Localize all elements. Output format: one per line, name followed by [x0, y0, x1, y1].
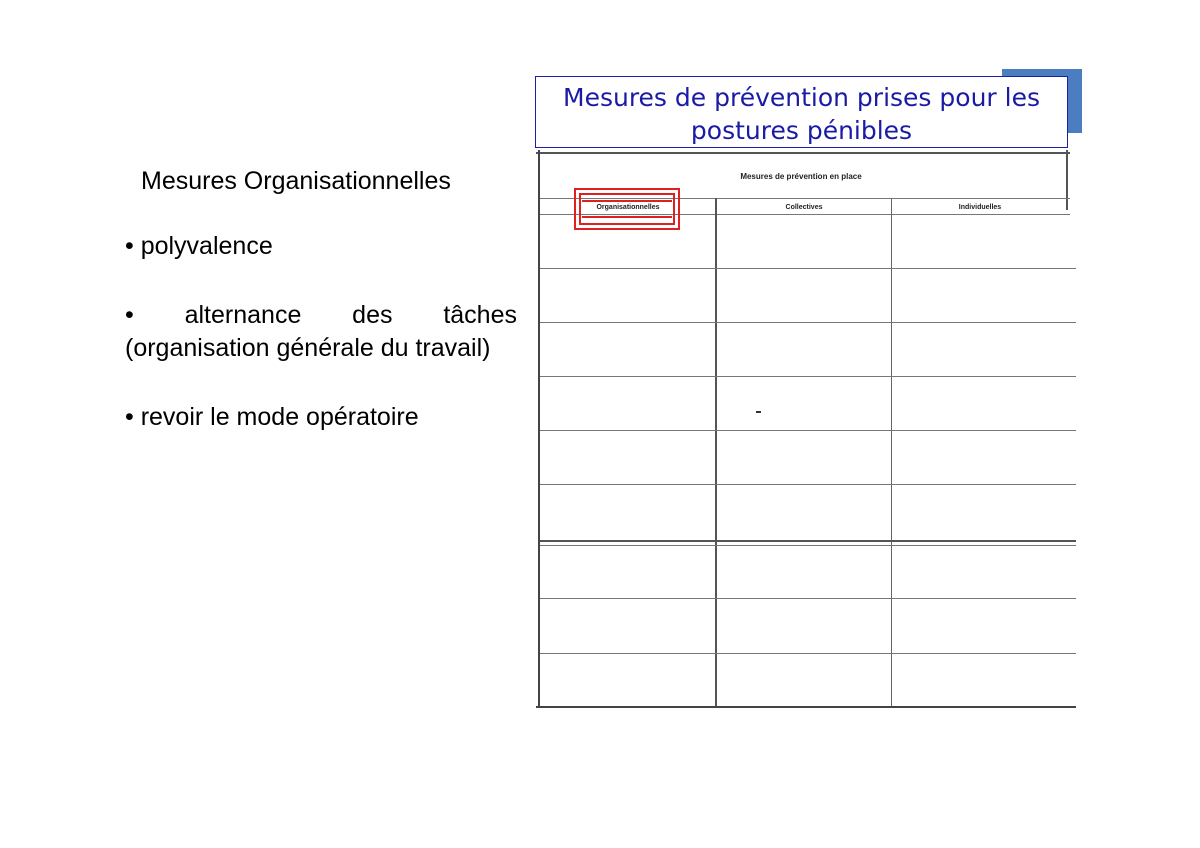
slide-title: Mesures de prévention prises pour les postures pénibles — [563, 83, 1040, 145]
table-header-title: Mesures de prévention en place — [740, 172, 862, 181]
table-row-line — [540, 430, 1076, 431]
column-divider — [891, 198, 892, 706]
table-border-bottom — [536, 706, 1076, 708]
bullet-item: • polyvalence — [125, 232, 273, 260]
bullet-list — [125, 230, 517, 470]
table-row-line — [540, 540, 1076, 542]
table-row-line — [540, 376, 1076, 377]
column-divider — [715, 198, 717, 706]
table-row-line — [540, 653, 1076, 654]
table-border-top — [536, 152, 1070, 154]
table-row-line — [540, 545, 1076, 546]
column-header-individuelles: Individuelles — [958, 204, 1002, 211]
bullet-item: • alternance des tâches (organisation générale du travail) — [125, 301, 517, 362]
scan-speck — [756, 411, 761, 413]
table-border-right — [1066, 150, 1068, 210]
bullet-item: • revoir le mode opératoire — [125, 403, 419, 431]
scanned-table-image — [536, 150, 1076, 710]
section-heading: Mesures Organisationnelles — [141, 167, 451, 195]
table-row-line — [540, 268, 1076, 269]
column-header-organisationnelles: Organisationnelles — [596, 204, 660, 211]
table-row-line — [540, 484, 1076, 485]
table-row-line — [540, 598, 1076, 599]
highlight-box-organisationnelles — [574, 188, 680, 230]
column-header-collectives: Collectives — [785, 204, 823, 211]
table-row-line — [540, 322, 1076, 323]
slide-title-box — [535, 76, 1068, 148]
table-border-left — [538, 150, 540, 708]
